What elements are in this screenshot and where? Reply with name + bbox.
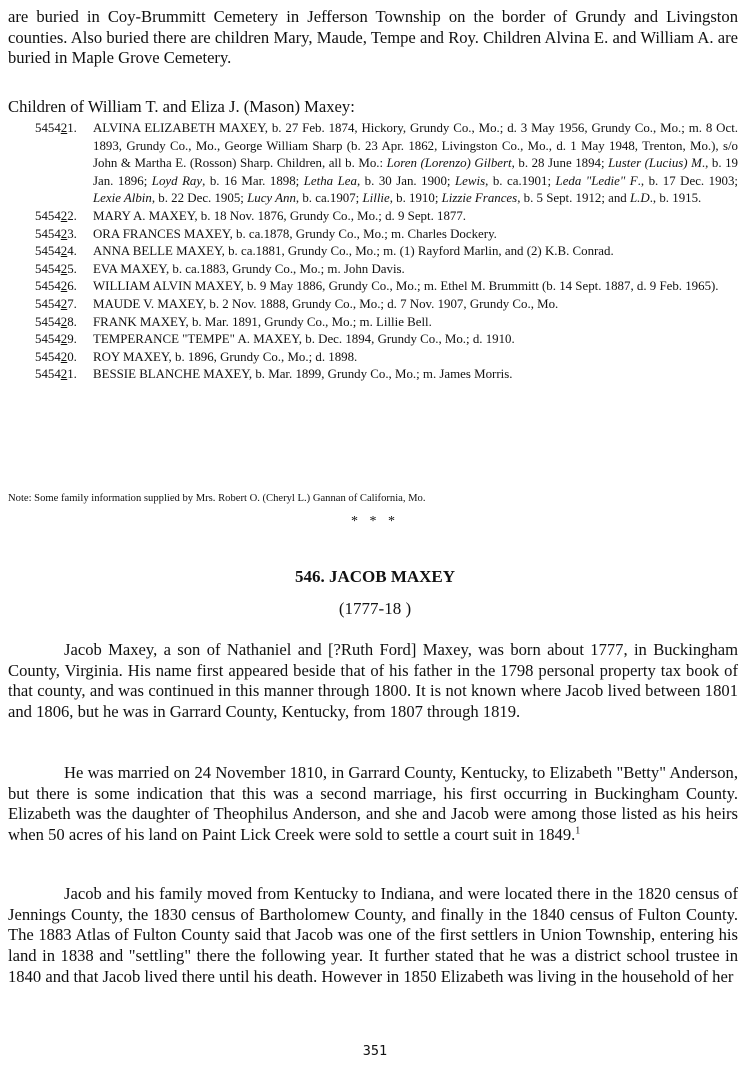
children-list: [35, 120, 738, 384]
child-number: 545429.: [35, 332, 77, 347]
child-number: 545421.: [35, 121, 77, 135]
child-entry: ALVINA ELIZABETH MAXEY, b. 27 Feb. 1874, Hickory, Grundy Co., Mo.; d. 3 May 1956, Grundy Co., Mo.; m. 8 Oct. 1893, Grundy Co., Mo., George William Sharp (b. 23 Apr. 1862, Livingston Co., Mo., d. 1 May 1948, Trenton, Mo.), s/o John & Martha E. (Rosson) Sharp. Children, all b. Mo.: Loren (Lorenzo) Gilbert, b. 28 June 1894; Luster (Lucius) M., b. 19 Jan. 1896; Loyd Ray, b. 16 Mar. 1898; Letha Lea, b. 30 Jan. 1900; Lewis, b. ca.1901; Leda "Ledie" F., b. 17 Dec. 1903; Lexie Albin, b. 22 Dec. 1905; Lucy Ann, b. ca.1907; Lillie, b. 1910; Lizzie Frances, b. 5 Sept. 1912; and L.D., b. 1915.: [93, 121, 738, 206]
child-number: 545425.: [35, 261, 77, 276]
body-paragraph: Jacob Maxey, a son of Nathaniel and [?Ruth Ford] Maxey, was born about 1777, in Buckingham County, Virginia. His name first appeared beside that of his father in the 1798 personal property tax book of that county, and was continued in this manner through 1800. It is not known where Jacob lived between 1801 and 1806, but he was in Garrard County, Kentucky, from 1807 through 1819.: [8, 640, 738, 722]
child-entry: BESSIE BLANCHE MAXEY, b. Mar. 1899, Grundy Co., Mo.; m. James Morris.: [93, 367, 513, 382]
footnote-marker[interactable]: 1: [575, 825, 581, 837]
child-number: 545428.: [35, 314, 77, 329]
list-item: [35, 278, 738, 296]
body-paragraph: He was married on 24 November 1810, in Garrard County, Kentucky, to Elizabeth "Betty" Anderson, but there is some indication that this was a second marriage, his first occurring in Buckingham County. Elizabeth was the daughter of Theophilus Anderson, and she and Jacob were among those listed as his heirs when 50 acres of his land on Paint Lick Creek were sold to settle a court suit in 1849.$^1$: [8, 763, 738, 845]
section-heading: 546. JACOB MAXEY: [294, 567, 456, 586]
list-item: [35, 208, 738, 226]
child-entry: ROY MAXEY, b. 1896, Grundy Co., Mo.; d. 1898.: [93, 349, 358, 364]
child-number: 545426.: [35, 279, 77, 294]
body-paragraph: Jacob and his family moved from Kentucky to Indiana, and were located there in the 1820 census of Jennings County, the 1830 census of Bartholomew County, and finally in the 1840 census of Fulton County. The 1883 Atlas of Fulton County said that Jacob was one of the first settlers in Union Township, entering his land in 1838 and "settling" there the following year. It further stated that he was a district school trustee in 1840 and that Jacob lived there until his death. However in 1850 Elizabeth was living in the household of her: [8, 884, 738, 986]
child-number: 545421.: [35, 367, 77, 382]
child-entry: ANNA BELLE MAXEY, b. ca.1881, Grundy Co., Mo.; m. (1) Rayford Marlin, and (2) K.B. Conrad.: [93, 244, 614, 259]
list-item: [35, 314, 738, 332]
child-number: 545423.: [35, 226, 77, 241]
child-entry: TEMPERANCE "TEMPE" A. MAXEY, b. Dec. 1894, Grundy Co., Mo.; d. 1910.: [93, 332, 515, 347]
child-entry: EVA MAXEY, b. ca.1883, Grundy Co., Mo.; m. John Davis.: [93, 261, 405, 276]
page-number: 351: [362, 1043, 388, 1059]
child-entry: ORA FRANCES MAXEY, b. ca.1878, Grundy Co., Mo.; m. Charles Dockery.: [93, 226, 497, 241]
source-note: Note: Some family information supplied by Mrs. Robert O. (Cheryl L.) Gannan of California, Mo.: [8, 493, 426, 504]
list-item: [35, 120, 738, 208]
child-entry: MAUDE V. MAXEY, b. 2 Nov. 1888, Grundy Co., Mo.; d. 7 Nov. 1907, Grundy Co., Mo.: [93, 296, 559, 311]
section-dates: (1777-18 ): [338, 599, 412, 618]
child-number: 545422.: [35, 208, 77, 223]
child-entry: MARY A. MAXEY, b. 18 Nov. 1876, Grundy Co., Mo.; d. 9 Sept. 1877.: [93, 208, 467, 223]
child-number: 545427.: [35, 296, 77, 311]
list-item: [35, 331, 738, 349]
list-item: [35, 243, 738, 261]
child-number: 545424.: [35, 244, 77, 259]
child-entry: FRANK MAXEY, b. Mar. 1891, Grundy Co., Mo.; m. Lillie Bell.: [93, 314, 432, 329]
lead-paragraph: are buried in Coy-Brummitt Cemetery in Jefferson Township on the border of Grundy and Livingston counties. Also buried there are children Mary, Maude, Tempe and Roy. Children Alvina E. and William A. are buried in Maple Grove Cemetery.: [8, 7, 738, 67]
child-number: 545420.: [35, 349, 77, 364]
list-item: [35, 349, 738, 367]
list-item: [35, 296, 738, 314]
list-item: [35, 226, 738, 244]
list-item: [35, 366, 738, 384]
section-separator: * * *: [351, 514, 399, 529]
children-heading: Children of William T. and Eliza J. (Mason) Maxey:: [8, 97, 355, 116]
list-item: [35, 261, 738, 279]
child-entry: WILLIAM ALVIN MAXEY, b. 9 May 1886, Grundy Co., Mo.; m. Ethel M. Brummitt (b. 14 Sept. 1887, d. 9 Feb. 1965).: [93, 279, 719, 294]
